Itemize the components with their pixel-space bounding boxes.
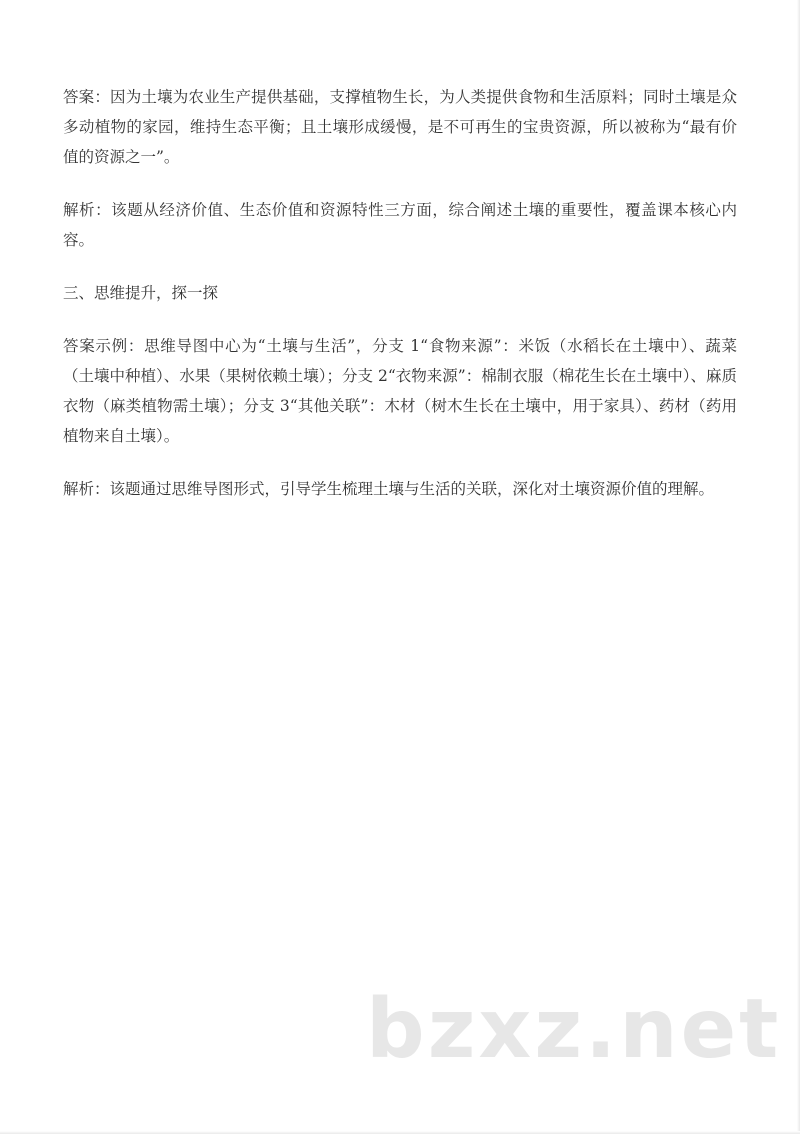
answer-example-paragraph: 答案示例：思维导图中心为“土壤与生活”，分支 1“食物来源”：米饭（水稻长在土壤中）、蔬菜（土壤中种植）、水果（果树依赖土壤）；分支 2“衣物来源”：棉制衣服（棉花生长在土壤中）、麻质衣物（麻类植物需土壤）；分支 3“其他关联”：木材（树木生长在土壤中，用于家具）、药材（药用植物来自土壤）。	[63, 337, 737, 445]
analysis-paragraph: 解析：该题从经济价值、生态价值和资源特性三方面，综合阐述土壤的重要性，覆盖课本核心内容。	[63, 201, 737, 249]
analysis-paragraph: 解析：该题通过思维导图形式，引导学生梳理土壤与生活的关联，深化对土壤资源价值的理解。	[63, 480, 715, 498]
answer-paragraph: 答案：因为土壤为农业生产提供基础，支撑植物生长，为人类提供食物和生活原料；同时土壤是众多动植物的家园，维持生态平衡；且土壤形成缓慢，是不可再生的宝贵资源，所以被称为“最有价值的资源之一”。	[63, 88, 737, 166]
watermark: bzxz.net	[366, 982, 782, 1077]
section-heading: 三、思维提升，探一探	[63, 284, 219, 302]
document-body	[63, 82, 737, 527]
